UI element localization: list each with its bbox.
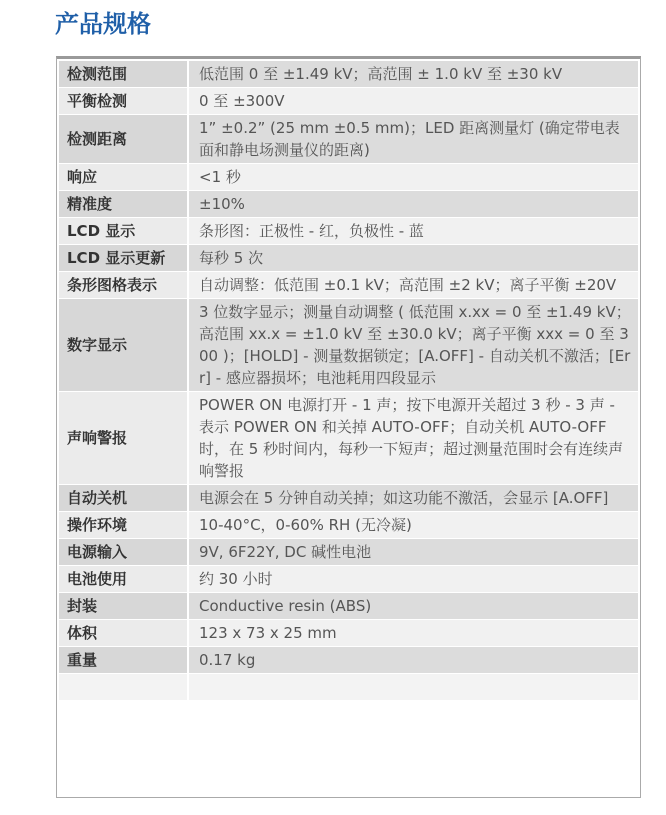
spec-row-lcd-update	[59, 245, 638, 272]
spec-value: 条形图：正极性 - 红，负极性 - 蓝	[188, 218, 638, 245]
spec-label: 电源输入	[59, 539, 188, 566]
spec-value: 约 30 小时	[188, 566, 638, 593]
spec-row-detection-distance	[59, 115, 638, 164]
spec-row-detection-range	[59, 61, 638, 88]
spec-label: LCD 显示	[59, 218, 188, 245]
spec-label: 数字显示	[59, 299, 188, 392]
spec-row-power-input	[59, 539, 638, 566]
spec-value: 9V, 6F22Y, DC 碱性电池	[188, 539, 638, 566]
spec-value: 3 位数字显示；测量自动调整 ( 低范围 x.xx = 0 至 ±1.49 kV；高范围 xx.x = ±1.0 kV 至 ±30.0 kV；离子平衡 xxx = 0 至 300 )；[HOLD] - 测量数据锁定；[A.OFF] - 自动关机不激活；[Err] - 感应器损坏；电池耗用四段显示	[188, 299, 638, 392]
spec-row-auto-off	[59, 485, 638, 512]
spec-row-response	[59, 164, 638, 191]
spec-row-bar-graph	[59, 272, 638, 299]
spec-row-weight	[59, 647, 638, 674]
spec-value: 低范围 0 至 ±1.49 kV；高范围 ± 1.0 kV 至 ±30 kV	[188, 61, 638, 88]
spec-label: 电池使用	[59, 566, 188, 593]
spec-label: 平衡检测	[59, 88, 188, 115]
spec-table-container	[56, 56, 641, 798]
spec-row-dimensions	[59, 620, 638, 647]
spec-value: Conductive resin (ABS)	[188, 593, 638, 620]
spec-row-housing	[59, 593, 638, 620]
spec-row-balance-detection	[59, 88, 638, 115]
spec-value: 10-40°C，0-60% RH (无冷凝)	[188, 512, 638, 539]
spec-value: 电源会在 5 分钟自动关掉；如这功能不激活，会显示 [A.OFF]	[188, 485, 638, 512]
spec-table	[59, 61, 638, 701]
spec-value-empty	[188, 674, 638, 701]
spec-value: 每秒 5 次	[188, 245, 638, 272]
spec-label: 体积	[59, 620, 188, 647]
spec-row-accuracy	[59, 191, 638, 218]
spec-row-empty	[59, 674, 638, 701]
spec-label: 声响警报	[59, 392, 188, 485]
spec-label: 响应	[59, 164, 188, 191]
page-title: 产品规格	[55, 10, 151, 38]
spec-row-lcd-display	[59, 218, 638, 245]
spec-value: 0 至 ±300V	[188, 88, 638, 115]
spec-label: LCD 显示更新	[59, 245, 188, 272]
spec-label: 精准度	[59, 191, 188, 218]
spec-label: 检测范围	[59, 61, 188, 88]
spec-value: 0.17 kg	[188, 647, 638, 674]
spec-label: 重量	[59, 647, 188, 674]
spec-value: <1 秒	[188, 164, 638, 191]
spec-row-battery-life	[59, 566, 638, 593]
spec-label: 条形图格表示	[59, 272, 188, 299]
spec-row-digital-display	[59, 299, 638, 392]
spec-value: 123 x 73 x 25 mm	[188, 620, 638, 647]
spec-label: 封装	[59, 593, 188, 620]
spec-label: 自动关机	[59, 485, 188, 512]
spec-label-empty	[59, 674, 188, 701]
spec-label: 操作环境	[59, 512, 188, 539]
spec-row-audible-alarm	[59, 392, 638, 485]
spec-value: 自动调整：低范围 ±0.1 kV；高范围 ±2 kV；离子平衡 ±20V	[188, 272, 638, 299]
spec-value: POWER ON 电源打开 - 1 声；按下电源开关超过 3 秒 - 3 声 - 表示 POWER ON 和关掉 AUTO-OFF；自动关机 AUTO-OFF 时，在 5 秒时间内，每秒一下短声；超过测量范围时会有连续声响警报	[188, 392, 638, 485]
spec-row-environment	[59, 512, 638, 539]
spec-label: 检测距离	[59, 115, 188, 164]
spec-value: 1” ±0.2” (25 mm ±0.5 mm)；LED 距离测量灯 (确定带电表面和静电场测量仪的距离)	[188, 115, 638, 164]
spec-value: ±10%	[188, 191, 638, 218]
